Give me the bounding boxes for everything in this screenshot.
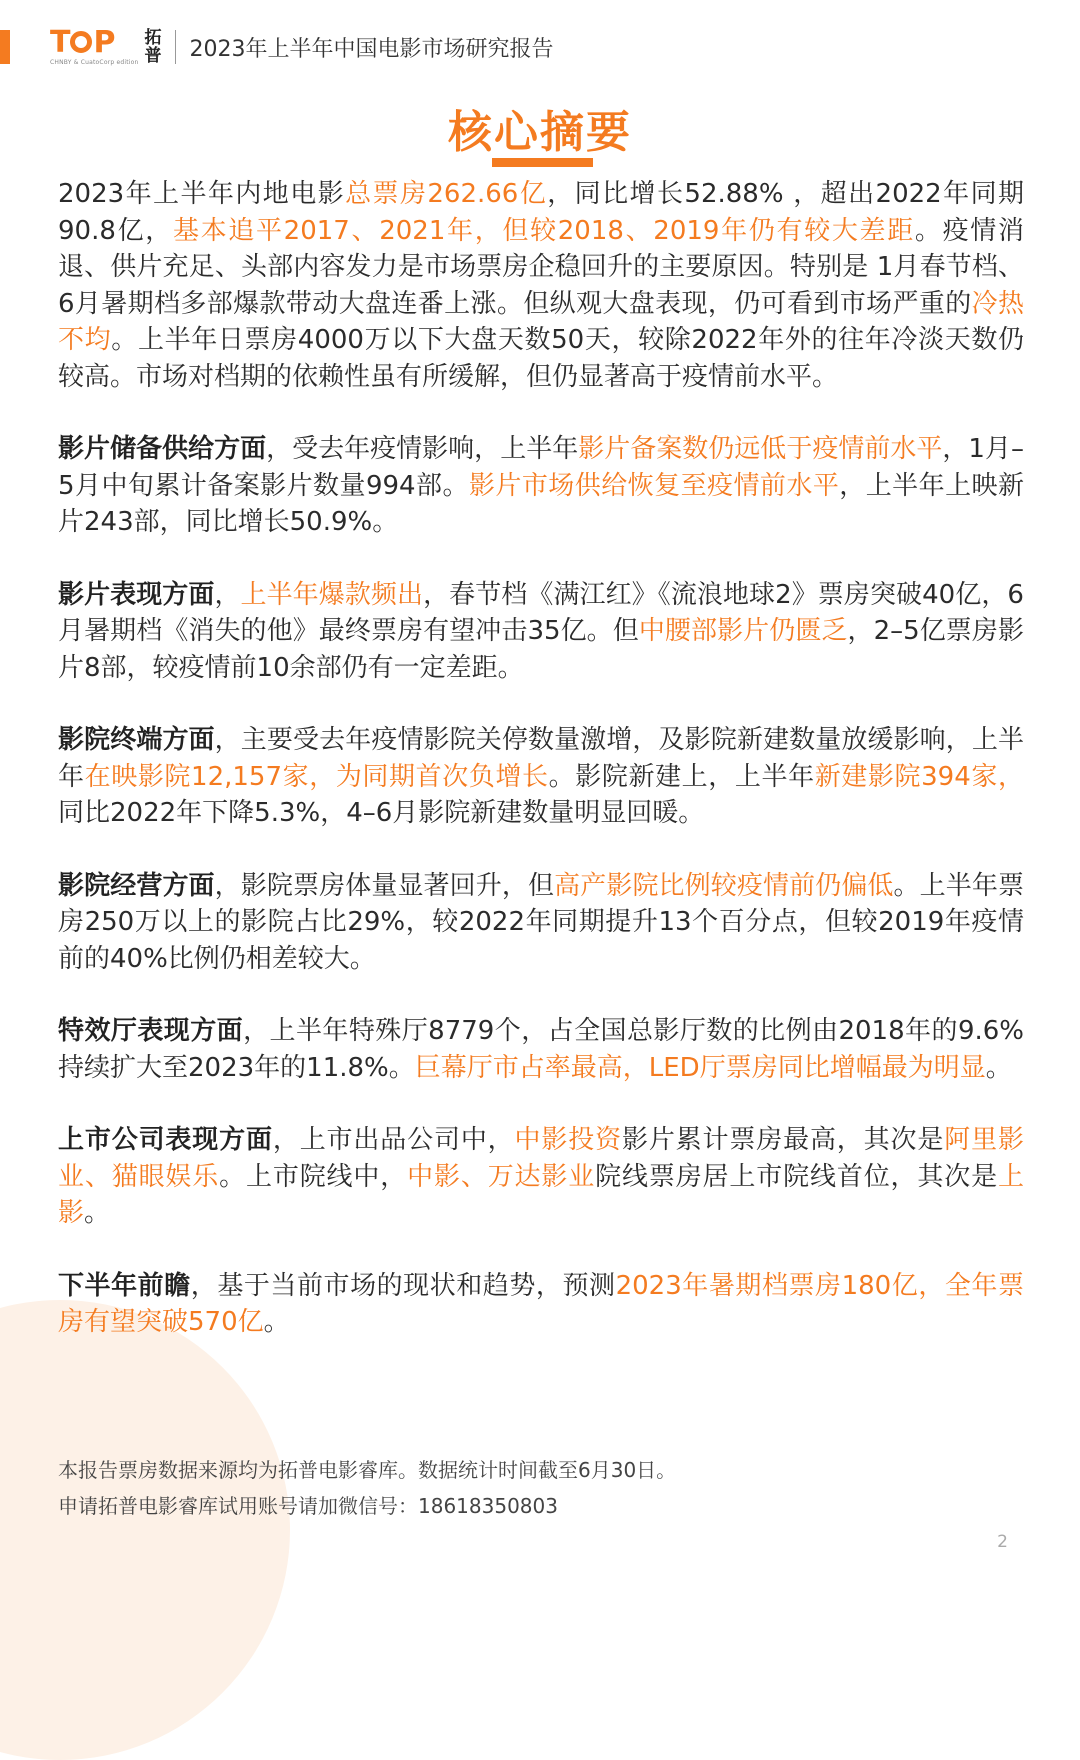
- body-text: ，春节档《满江红》《流浪地球2》票房突破40亿，6月暑期档《消失的他》最终票房有望冲击35亿。但: [58, 579, 1024, 646]
- summary-paragraph: [58, 1013, 1024, 1086]
- summary-paragraph: [58, 868, 1024, 978]
- body-text: 。影院新建上，上半年: [548, 761, 815, 792]
- section-heading: 特效厅表现方面: [58, 1016, 244, 1046]
- section-heading: 上市公司表现方面: [58, 1125, 273, 1155]
- summary-content: [58, 176, 1024, 1377]
- highlight-text: 影片备案数仍远低于疫情前水平: [578, 434, 943, 464]
- body-text: ，基于当前市场的现状和趋势，预测: [190, 1270, 616, 1301]
- page-number: 2: [997, 1532, 1008, 1552]
- footnote-source: 本报告票房数据来源均为拓普电影睿库。数据统计时间截至6月30日。: [58, 1458, 677, 1482]
- page-title: 核心摘要: [448, 107, 632, 158]
- section-heading: 影院经营方面: [58, 870, 215, 901]
- highlight-text: 总票房262.66亿: [345, 179, 548, 209]
- highlight-text: 上半年爆款频出: [240, 579, 424, 610]
- highlight-text: 2023年暑期档票房180亿，全年票房有望突破570亿: [58, 1270, 1024, 1337]
- body-text: ，: [214, 579, 241, 610]
- highlight-text: 影片市场供给恢复至疫情前水平: [468, 470, 840, 501]
- section-heading: 影片表现方面: [58, 579, 215, 610]
- section-heading: 下半年前瞻: [58, 1270, 191, 1301]
- logo-chinese: 拓普: [144, 27, 162, 66]
- page-header: [50, 22, 554, 72]
- highlight-text: 上影: [58, 1161, 1024, 1228]
- summary-paragraph: [58, 176, 1024, 395]
- highlight-text: 中腰部影片仍匮乏: [638, 616, 848, 646]
- summary-paragraph: [58, 1122, 1024, 1232]
- body-text: ，影院票房体量显著回升，但: [214, 870, 555, 901]
- highlight-text: 中影投资: [514, 1125, 622, 1155]
- body-text: 。: [263, 1307, 290, 1337]
- body-text: 2023年上半年内地电影: [58, 179, 346, 209]
- body-text: 院线票房居上市院线首位，其次是: [595, 1161, 998, 1192]
- body-text: ，上半年上映新片243部，同比增长50.9%。: [58, 470, 1024, 537]
- body-text: ，同比增长52.88% ，超出2022年同期90.8亿，: [58, 179, 1025, 246]
- body-text: ，上市出品公司中，: [272, 1125, 515, 1155]
- body-text: ，受去年疫情影响，上半年: [266, 434, 579, 464]
- summary-paragraph: [58, 1268, 1024, 1341]
- highlight-text: 阿里影业、猫眼娱乐: [58, 1125, 1024, 1192]
- body-text: 。疫情消退、供片充足、头部内容发力是市场票房企稳回升的主要原因。特别是 1月春节档、6月暑期档多部爆款带动大盘连番上涨。但纵观大盘表现，仍可看到市场严重的: [58, 215, 1024, 319]
- body-text: 。: [84, 1198, 111, 1228]
- body-text: ，2–5亿票房影片8部，较疫情前10余部仍有一定差距。: [58, 616, 1024, 683]
- highlight-text: 基本追平2017、2021年，但较2018、2019年仍有较大差距: [172, 215, 915, 246]
- highlight-text: 中影、万达影业: [407, 1161, 596, 1192]
- logo-ring-icon: [70, 31, 92, 53]
- body-text: 。上半年日票房4000万以下大盘天数50天，较除2022年外的往年冷淡天数仍较高。市场对档期的依赖性虽有所缓解，但仍显著高于疫情前水平。: [58, 325, 1024, 392]
- highlight-text: 高产影院比例较疫情前仍偏低: [554, 870, 894, 901]
- highlight-text: 在映影院12,157家，为同期首次负增长: [84, 761, 549, 792]
- section-heading: 影院终端方面: [58, 725, 215, 755]
- summary-paragraph: [58, 577, 1024, 687]
- body-text: 影片累计票房最高，其次是: [621, 1125, 945, 1155]
- accent-bar: [0, 30, 10, 64]
- body-text: ，主要受去年疫情影院关停数量激增，及影院新建数量放缓影响，上半年: [58, 725, 1024, 792]
- body-text: 。上半年票房250万以上的影院占比29%，较2022年同期提升13个百分点，但较2019年疫情前的40%比例仍相差较大。: [58, 870, 1024, 974]
- summary-paragraph: [58, 431, 1024, 541]
- highlight-text: 巨幕厅市占率最高，LED厅票房同比增幅最为明显: [414, 1052, 986, 1083]
- body-text: ，1月–5月中旬累计备案影片数量994部。: [58, 434, 1024, 501]
- title-underline: [492, 158, 593, 167]
- section-heading: 影片储备供给方面: [58, 434, 267, 464]
- body-text: 。: [985, 1052, 1012, 1083]
- highlight-text: 冷热不均: [58, 288, 1024, 355]
- logo-subtitle: CHNBY & CuatoCorp edition: [50, 58, 139, 66]
- body-text: 同比2022年下降5.3%，4–6月影院新建数量明显回暖。: [58, 798, 705, 828]
- report-title: 2023年上半年中国电影市场研究报告: [189, 36, 554, 62]
- body-text: 。上市院线中，: [219, 1161, 408, 1192]
- top-logo: T P CHNBY & CuatoCorp edition 拓普: [50, 24, 162, 66]
- body-text: ，上半年特殊厅8779个，占全国总影厅数的比例由2018年的9.6%持续扩大至2023年的11.8%。: [58, 1016, 1024, 1083]
- footnote-contact: 申请拓普电影睿库试用账号请加微信号：18618350803: [58, 1494, 558, 1518]
- highlight-text: 新建影院394家，: [814, 761, 1024, 792]
- header-divider: [175, 30, 176, 64]
- summary-paragraph: [58, 722, 1024, 832]
